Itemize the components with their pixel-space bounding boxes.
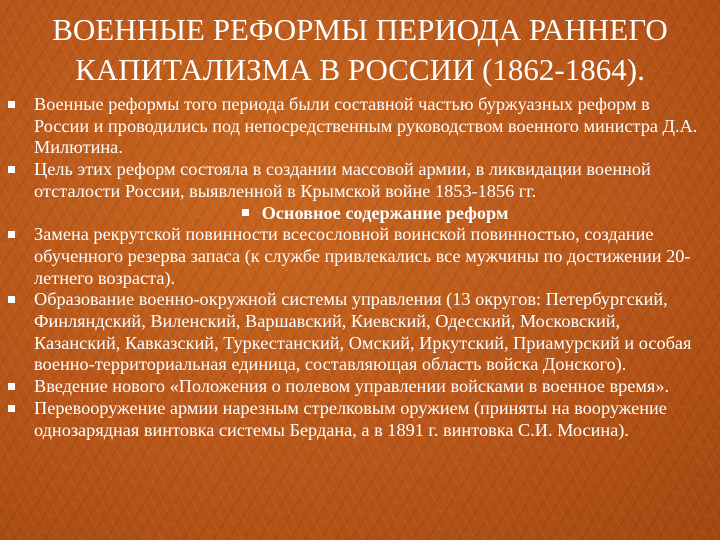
slide-title: ВОЕННЫЕ РЕФОРМЫ ПЕРИОДА РАННЕГО КАПИТАЛИЗМА В РОССИИ (1862-1864). <box>52 12 668 87</box>
list-item <box>8 94 708 159</box>
section-subheading <box>8 203 708 225</box>
bullet-square-icon <box>8 383 15 390</box>
bullet-square-icon <box>8 101 15 108</box>
bullet-square-icon <box>8 231 15 238</box>
bullet-square-icon <box>8 166 15 173</box>
bullet-square-icon <box>242 209 249 216</box>
list-item-text: Замена рекрутской повинности всесословной воинской повинностью, создание обученного резерва запаса (к службе привлекались все мужчины по достижении 20-летнего возраста). <box>34 224 691 288</box>
list-item <box>8 398 708 441</box>
subheading-text: Основное содержание реформ <box>261 202 509 223</box>
list-item <box>8 224 708 289</box>
list-item-text: Образование военно-окружной системы управления (13 округов: Петербургский, Финляндский, Виленский, Варшавский, Киевский, Одесский, Московский, Казанский, Кавказский, Туркестанский, Омский, Иркутский, Приамурский и особая военно-территориальная единица, составляющая область войска Донского). <box>34 289 692 375</box>
list-item <box>8 289 708 376</box>
list-item <box>8 159 708 202</box>
list-item-text: Военные реформы того периода были составной частью буржуазных реформ в России и проводились под непосредственным руководством военного министра Д.А. Милютина. <box>34 94 698 158</box>
bullet-square-icon <box>8 296 15 303</box>
list-item-text: Цель этих реформ состояла в создании массовой армии, в ликвидации военной отсталости России, выявленной в Крымской войне 1853-1856 гг. <box>34 159 651 201</box>
bullet-square-icon <box>8 405 15 412</box>
list-item-text: Введение нового «Положения о полевом управлении войсками в военное время». <box>34 376 670 397</box>
list-item-text: Перевооружение армии нарезным стрелковым оружием (приняты на вооружение однозарядная винтовка системы Бердана, а в 1891 г. винтовка С.И. Мосина). <box>34 397 667 440</box>
slide-body <box>8 94 708 441</box>
list-item <box>8 376 708 398</box>
